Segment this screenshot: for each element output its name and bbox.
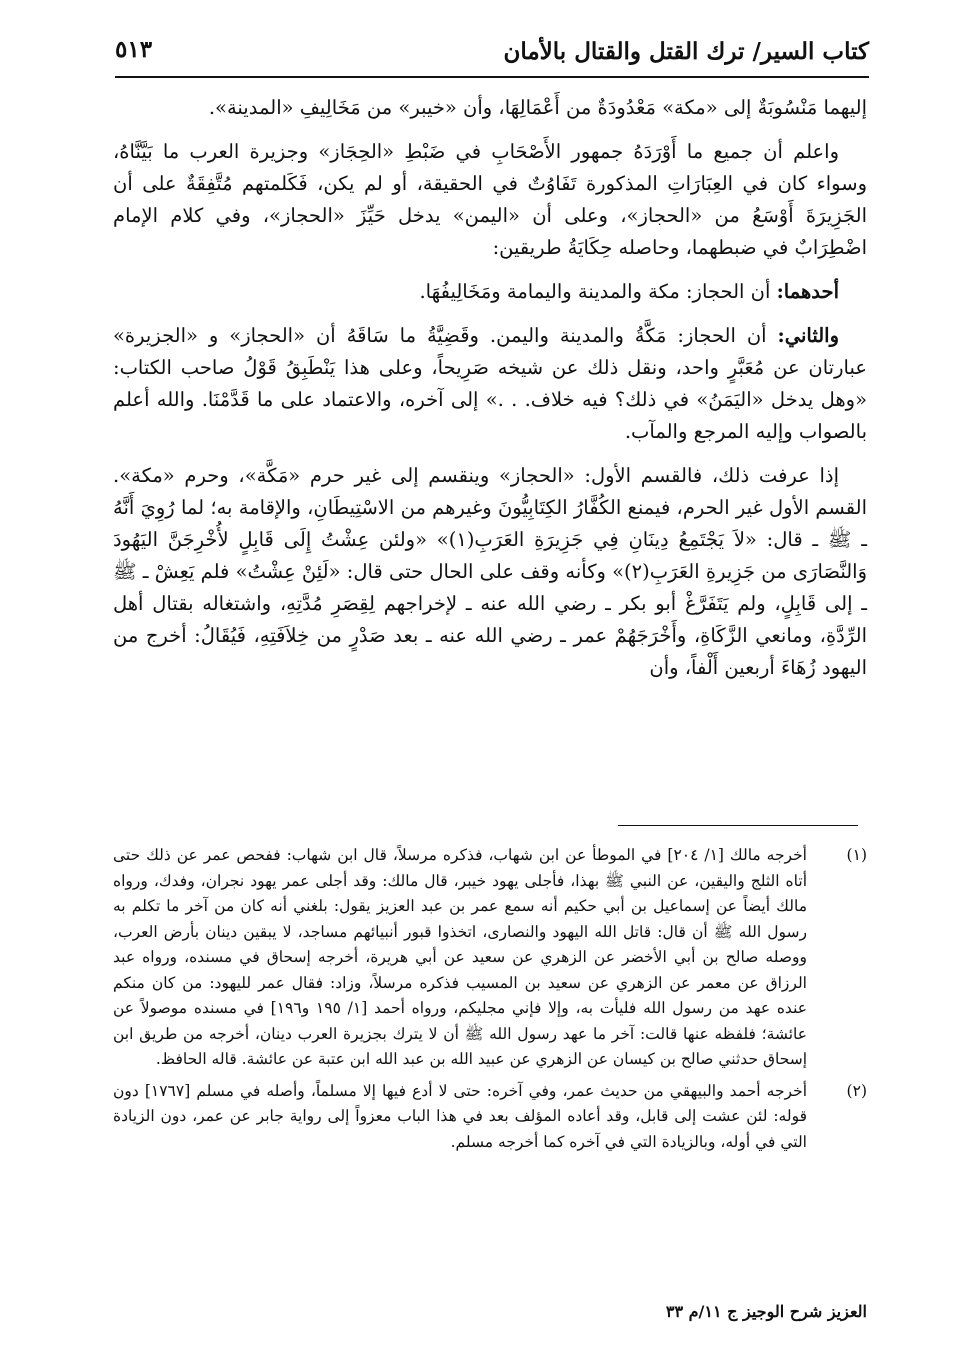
paragraph-4: [113, 320, 867, 448]
paragraph-4-label: والثاني:: [777, 324, 840, 347]
page-number: ٥١٣: [115, 36, 153, 63]
printer-signature: العزيز شرح الوجيز ج ١١/م ٣٣: [665, 1302, 867, 1321]
footnote-divider: [618, 825, 858, 826]
paragraph-4-text: أن الحجاز: مَكَّةُ والمدينة واليمن. وقَضِيَّةُ ما سَاقَهُ أن «الحجاز» و «الجزيرة» عبارتان عن مُعَبَّرٍ واحد، ونقل ذلك عن شيخه صَرِيحاً، وعلى هذا يَنْطَبِقُ قَوْلُ صاحب الكتاب: «وهل يدخل «اليَمَنُ» في ذلك؟ فيه خلاف. . .» إلى آخره، والاعتماد على ما قَدَّمْنَا. والله أعلم بالصواب وإليه المرجع والمآب.: [113, 324, 867, 443]
footnote-1: [113, 843, 867, 1073]
header-divider: [115, 76, 869, 78]
paragraph-3-label: أحدهما:: [776, 280, 839, 303]
footnote-2: [113, 1079, 867, 1156]
footnote-text: أخرجه مالك [١/ ٢٠٤] في الموطأ عن ابن شهاب، فذكره مرسلاً، قال ابن شهاب: ففحص عمر عن ذلك حتى أتاه الثلج واليقين، عن النبي ﷺ بهذا، فأجلى يهود خيبر، قال مالك: وقد أجلى عمر يهود نجران، وفدك، ورواه مالك أيضاً عن إسماعيل بن أبي حكيم أنه سمع عمر بن عبد العزيز يقول: بلغني أنه كان من آخر ما تكلم به رسول الله ﷺ أن قال: قاتل الله اليهود والنصارى، اتخذوا قبور أنبيائهم مساجد، لا يبقين دينان بأرض العرب، ووصله صالح بن أبي الأخضر عن الزهري عن سعيد عن أبي هريرة، أخرجه إسحاق في مسنده، ورواه عبد الرزاق عن معمر عن الزهري عن سعيد بن المسيب فذكره مرسلاً، وزاد: فقال عمر لليهود: من كان منكم عنده عهد من رسول الله فليأت به، وإلا فإني مجليكم، ورواه أحمد [١/ ١٩٥ و١٩٦] في مسنده موصولاً عن عائشة؛ فلفظه عنها قالت: آخر ما عهد رسول الله ﷺ أن لا يترك بجزيرة العرب دينان، أخرجه من طريق ابن إسحاق حدثني صالح بن كيسان عن الزهري عن عبيد الله بن عبد الله ابن عتبة عن عائشة. قاله الحافظ.: [113, 846, 807, 1068]
paragraph-3-text: أن الحجاز: مكة والمدينة واليمامة ومَخَالِيفُهَا.: [419, 280, 771, 303]
paragraph-5: إذا عرفت ذلك، فالقسم الأول: «الحجاز» وينقسم إلى غير حرم «مَكَّة»، وحرم «مكة». القسم الأول غير الحرم، فيمنع الكُفَّارُ الكِتَابِيُّونَ وغيرهم من الاسْتِيطَانِ، والإقامة به؛ لما رُوِيَ أَنَّهُ ـ ﷺ ـ قال: «لاَ يَجْتَمِعُ دِينَانِ فِي جَزِيرَةِ العَرَبِ(١)» «ولئن عِشْتُ إِلَى قَابِلٍ لأُخْرِجَنَّ اليَهُودَ وَالنَّصَارَى من جَزِيرةِ العَرَبِ(٢)» وكأنه وقف على الحال حتى قال: «لَئِنْ عِشْتُ» فلم يَعِشْ ـ ﷺ ـ إلى قَابِلٍ، ولم يَتَفَرَّغْ أبو بكر ـ رضي الله عنه ـ لإخراجهم لِقِصَرِ مُدَّتِهِ، واشتغاله بقتال أهل الرِّدَّةِ، ومانعي الزَّكَاةِ، وأَخْرَجَهُمْ عمر ـ رضي الله عنه ـ بعد صَدْرٍ من خِلاَفَتِهِ، فَيُقَالُ: أخرج من اليهود زُهَاءَ أربعين أَلْفاً، وأن: [113, 464, 867, 679]
paragraph-2: واعلم أن جميع ما أَوْرَدَهُ جمهور الأَصْحَابِ في ضَبْطِ «الحِجَاز» وجزيرة العرب ما بَيَّنَّاهُ، وسواء كان في العِبَارَاتِ المذكورة تَفَاوُتٌ في الحقيقة، أو لم يكن، فَكَلمتهم مُتَّفِقَةٌ على أن الجَزِيرَةَ أَوْسَعُ من «الحجاز»، وعلى أن «اليمن» يدخل حَيِّزَ «الحجاز»، وفي كلام الإمام اضْطِرَابٌ في ضبطهما، وحاصله حِكَايَةُ طريقين:: [113, 140, 867, 259]
paragraph-3: [113, 276, 867, 308]
footnote-text: أخرجه أحمد والبيهقي من حديث عمر، وفي آخره: حتى لا أدع فيها إلا مسلماً، وأصله في مسلم [١٧٦٧] دون قوله: لئن عشت إلى قابل، وقد أعاده المؤلف بعد في هذا الباب معزواً إلى رواية جابر عن عمر، دون الزيادة التي في أوله، وبالزيادة التي في آخره كما أخرجه مسلم.: [113, 1081, 807, 1151]
paragraph-1: إليهما مَنْسُوبَةٌ إلى «مكة» مَعْدُودَةٌ من أَعْمَالِهَا، وأن «خيبر» من مَخَالِيفِ «المدينة».: [208, 96, 867, 119]
footnote-number: (١): [846, 846, 867, 864]
running-header: [115, 30, 869, 74]
footnote-number: (٢): [846, 1081, 867, 1100]
footnotes: [113, 843, 867, 1161]
main-text: [113, 92, 867, 696]
chapter-title: كتاب السير/ ترك القتل والقتال بالأمان: [503, 38, 869, 65]
